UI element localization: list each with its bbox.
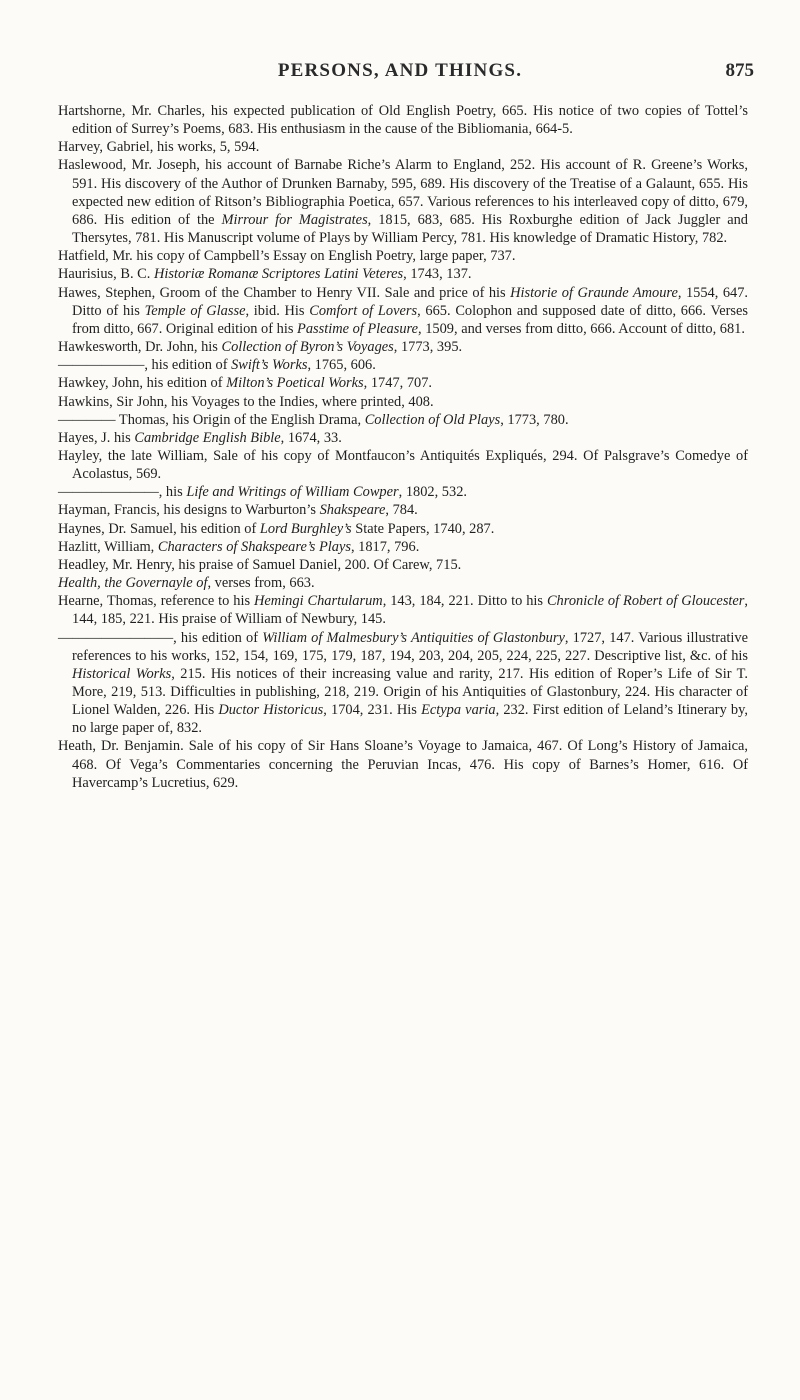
index-entry [58,592,748,628]
entry-title-italic: Collection of Old Plays [364,411,501,428]
entry-title-italic: Collection of Byron’s Voyages [221,339,394,356]
index-entry [58,520,748,538]
running-head [0,60,800,86]
entry-title-italic: Passtime of Pleasure [297,320,419,337]
entry-text: State Papers, 1740, 287. [351,520,495,537]
index-entries [58,102,748,792]
index-entry [58,374,748,392]
page-number: 875 [725,60,754,81]
entry-title-italic: Characters of Shakspeare’s Plays [157,538,351,555]
entry-title-italic: Temple of Glasse [144,302,246,319]
entry-text: Heath, Dr. Benjamin. Sale of his copy of Sir Hans Sloane’s Voyage to Jamaica, 467. Of Long’s History of Jamaica, 468. Of Vega’s Commentaries concerning the Peruvian Incas, 476. His copy of Barnes’s Homer, 616. Of Havercamp’s Lucretius, 629. [58,738,748,791]
entry-text: ———— Thomas, his Origin of the English Drama, [58,411,365,428]
entry-text: , 1509, and verses from ditto, 666. Account of ditto, 681. [418,320,745,337]
index-entry [58,574,748,592]
entry-title-italic: Shakspeare [319,502,386,519]
entry-text: , 784. [385,502,418,519]
entry-text: , 1743, 137. [403,266,472,283]
entry-title-italic: Ductor Historicus [218,702,324,719]
entry-title-italic: Ectypa varia [421,702,496,719]
entry-text: , 1674, 33. [280,429,342,446]
entry-title-italic: Historiæ Romanæ Scriptores Latini Veteres [153,266,404,283]
entry-text: Hayman, Francis, his designs to Warburton’s [58,502,320,519]
index-entry [58,411,748,429]
entry-text: , 1773, 780. [500,411,569,428]
entry-text: , 1773, 395. [393,339,463,356]
index-entry [58,429,748,447]
index-entry [58,247,748,265]
index-entry [58,447,748,483]
entry-text: Hayes, J. his [58,429,135,446]
entry-text: , 215. His notices of their increasing value and rarity, 217. His edition of Roper’s Life of Sir T. More, 219, 513. Difficulties in publishing, 218, 219. Origin of his Antiquities of Glastonbury, 224. His character of Lionel Walden, 226. His [72,665,748,719]
entry-text: ———————, his [58,484,187,501]
index-entry [58,538,748,556]
entry-text: Headley, Mr. Henry, his praise of Samuel Daniel, 200. Of Carew, 715. [58,556,462,573]
entry-text: Hayley, the late William, Sale of his copy of Montfaucon’s Antiquités Expliqués, 294. Of Palsgrave’s Comedye of Acolastus, 569. [58,447,748,483]
entry-text: , 1802, 532. [398,484,467,501]
entry-text: , 1815, 683, 685. His Roxburghe edition of Jack Juggler and Thersytes, 781. His Manuscript volume of Plays by William Percy, 781. His knowledge of Dramatic History, 782. [72,211,749,247]
index-entry [58,102,748,138]
entry-title-italic: Milton’s Poetical Works [226,375,364,392]
entry-text: , 1554, 647. Ditto of his [72,284,748,319]
entry-text: Hatfield, Mr. his copy of Campbell’s Essay on English Poetry, large paper, 737. [58,248,516,265]
entry-text: Hartshorne, Mr. Charles, his expected publication of Old English Poetry, 665. His notice of two copies of Tottel’s edition of Surrey’s Poems, 683. His enthusiasm in the cause of the Bibliomania, 664-5. [58,103,748,138]
index-entry [58,556,748,574]
entry-title-italic: Swift’s Works [231,357,308,374]
index-entry [58,737,748,791]
entry-text: Harvey, Gabriel, his works, 5, 594. [58,139,260,156]
entry-title-italic: Hemingi Chartularum [254,593,383,610]
entry-text: , 1765, 606. [307,357,376,374]
entry-text: , 1704, 231. His [323,702,422,719]
entry-text: Hawes, Stephen, Groom of the Chamber to Henry VII. Sale and price of his [58,284,511,301]
entry-text: , 1817, 796. [350,538,420,555]
index-entry [58,284,748,338]
index-entry [58,629,748,738]
entry-title-italic: Chronicle of Robert of Gloucester [546,593,745,610]
entry-title-italic: William of Malmesbury’s Antiquities of Glastonbury [262,629,565,646]
entry-title-italic: Historie of Graunde Amoure [510,284,678,301]
index-entry [58,338,748,356]
entry-text: Hawkins, Sir John, his Voyages to the Indies, where printed, 408. [58,393,434,410]
running-head-title: PERSONS, AND THINGS. [277,60,523,81]
entry-text: , 144, 185, 221. His praise of William of Newbury, 145. [72,593,749,628]
entry-title-italic: Health, the Governayle of [58,575,208,592]
entry-text: ——————, his edition of [58,357,232,374]
entry-text: Hearne, Thomas, reference to his [58,593,255,610]
index-entry [58,483,748,501]
entry-text: , 1727, 147. Various illustrative references to his works, 152, 154, 169, 175, 179, 187, 194, 203, 204, 205, 224, 225, 227. Descriptive list, &c. of his [72,629,748,664]
index-entry [58,265,748,283]
index-entry [58,138,748,156]
entry-text: Hawkesworth, Dr. John, his [58,339,222,356]
entry-text: , 1747, 707. [363,375,433,392]
entry-text: , 143, 184, 221. Ditto to his [382,593,547,610]
entry-title-italic: Cambridge English Bible [134,429,281,446]
entry-title-italic: Mirrour for Magistrates [221,211,368,228]
entry-title-italic: Historical Works [72,665,172,682]
entry-title-italic: Comfort of Lovers [309,302,418,319]
entry-text: ————————, his edition of [58,629,263,646]
entry-text: , 232. First edition of Leland’s Itinerary by, no large paper of, 832. [72,702,748,737]
entry-text: , verses from, 663. [207,575,315,592]
entry-text: , ibid. His [245,302,310,319]
entry-text: Haurisius, B. C. [58,266,154,283]
index-entry [58,501,748,519]
entry-text: Haynes, Dr. Samuel, his edition of [58,520,260,537]
index-entry [58,356,748,374]
index-entry [58,393,748,411]
index-entry [58,156,748,247]
entry-title-italic: Life and Writings of William Cowper [186,484,399,501]
entry-title-italic: Lord Burghley’s [259,520,352,537]
entry-text: Hawkey, John, his edition of [58,375,227,392]
entry-text: , 665. Colophon and supposed date of ditto, 666. Verses from ditto, 667. Original edition of his [72,302,749,337]
entry-text: Haslewood, Mr. Joseph, his account of Barnabe Riche’s Alarm to England, 252. His account of R. Greene’s Works, 591. His discovery of the Author of Drunken Barnaby, 595, 689. His discovery of the Treatise of a Galaunt, 655. His expected new edition of Ritson’s Bibliographia Poetica, 657. Various references to his interleaved copy of ditto, 679, 686. His edition of the [58,157,748,228]
entry-text: Hazlitt, William, [58,538,158,555]
